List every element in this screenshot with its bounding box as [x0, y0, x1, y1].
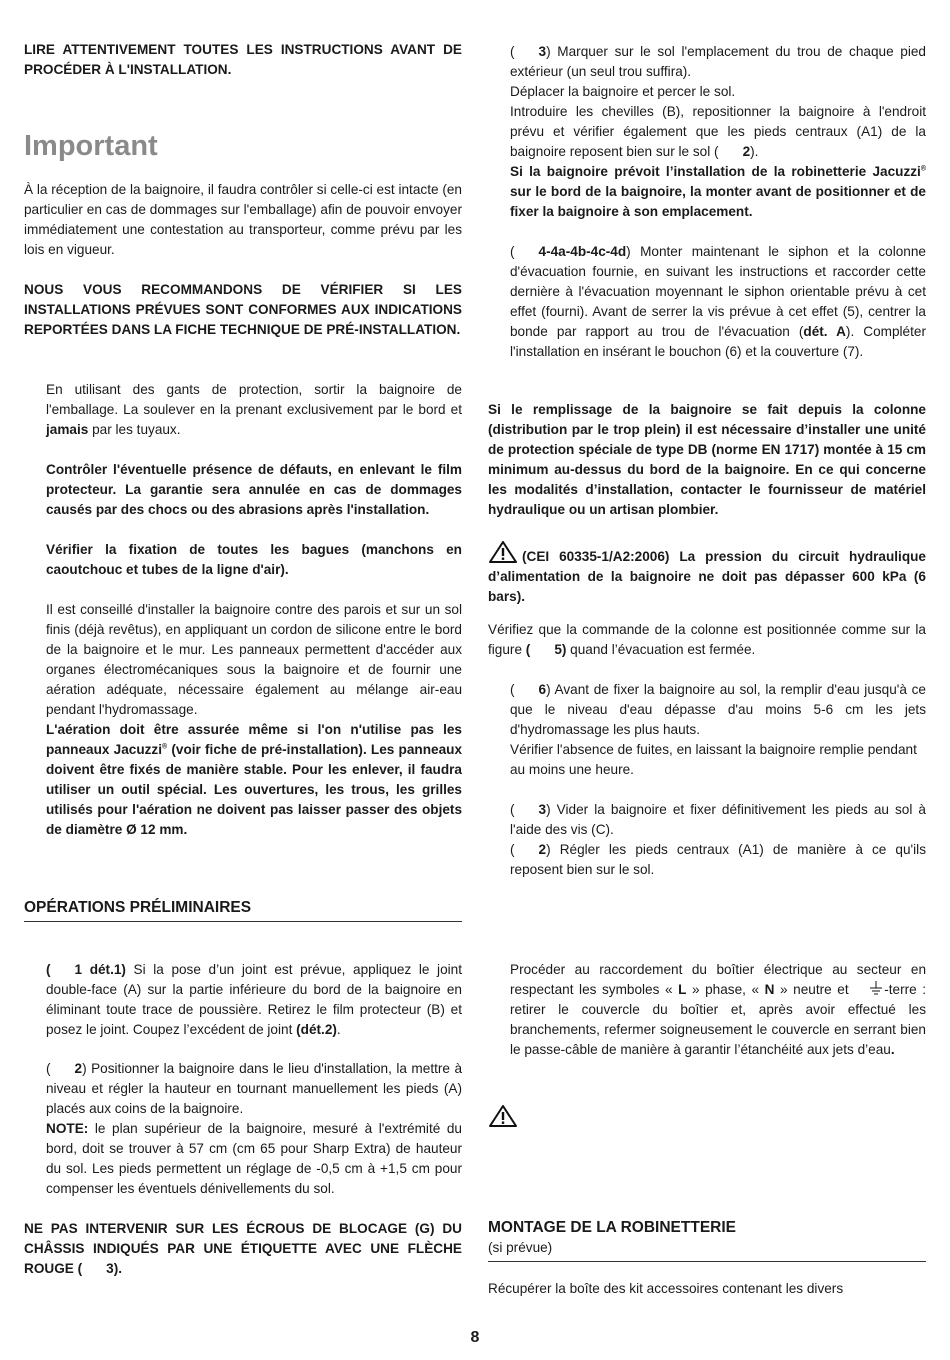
- nuts-caps-notice: [24, 1219, 462, 1279]
- column-text-a: Vérifiez que la commande de la colonne est positionnée comme sur la figure: [488, 622, 926, 657]
- rings-bold: Vérifier la fixation de toutes les bagues (manchons en caoutchouc et tubes de la ligne d'air).: [46, 542, 462, 577]
- column-ref-open: (: [525, 642, 531, 657]
- position-ref: 2: [74, 1061, 83, 1076]
- filling-paragraph: [488, 400, 926, 520]
- elec-end: .: [890, 1042, 895, 1057]
- intro-caps-notice: LIRE ATTENTIVEMENT TOUTES LES INSTRUCTIONS AVANT DE PROCÉDER À L'INSTALLATION.: [24, 42, 462, 77]
- move-line: Déplacer la baignoire et percer le sol.: [510, 84, 736, 99]
- position-text: ) Positionner la baignoire dans le lieu d'installation, la mettre à niveau et régler la hauteur en tournant manuellement les pieds (A) placés aux coins de la baignoire.: [46, 1061, 462, 1116]
- column-text-b: quand l’évacuation est fermée.: [566, 642, 756, 657]
- registered-mark: ®: [162, 743, 168, 751]
- filling-bold: Si le remplissage de la baignoire se fait depuis la colonne (distribution par le trop plein) il est nécessaire d’installer une unité de protection spéciale de type DB (norme EN 1717) montée à 15 cm minimum au-dessus du bord de la baignoire. En ce qui concerne les modalités d’installation, contacter le fournisseur de matériel hydraulique ou un artisan plombier.: [488, 402, 926, 517]
- defects-paragraph: [46, 460, 462, 520]
- plugs-paragraph: [510, 102, 926, 162]
- fill-text: ) Avant de fixer la baignoire au sol, la remplir d'eau jusqu'à ce que le niveau d'eau dépasse d'au moins 5-6 cm les jets d'hydromassage les plus hauts.: [510, 682, 926, 737]
- important-heading: Important: [24, 130, 158, 162]
- aeration-text-b: (voir fiche de pré-installation). Les panneaux doivent être fixés de manière stable. Pour les enlever, il faudra utiliser un outil spécial. Les ouvertures, les trous, les grilles utilisés pour l'aération ne doivent pas laisser passer des objets de diamètre Ø 12 mm.: [46, 742, 463, 837]
- elec-text-b: » phase, «: [686, 982, 765, 997]
- siphon-text-a: ) Monter maintenant le siphon et la colonne d'évacuation fournie, en suivant les instructions et raccorder cette dernière à l'évacuation moyennant le siphon orientable prévu à cet effet (fourni). Avant de serrer la vis prévue à cet effet (5), centrer la bonde par rapport au trou de l'évacuation (: [510, 244, 926, 339]
- mark-paragraph: ( 3) Marquer sur le sol l'emplacement du trou de chaque pied extérieur (un seul trou suffira).: [510, 44, 926, 79]
- elec-text-d: -terre : retirer le couvercle du boîtier et, après avoir effectué les branchements, refermer soigneusement le couvercle en serrant bien le passe-câble de manière à garantir l’étanchéité aux jets d’eau: [510, 982, 927, 1057]
- elec-text-c: » neutre et: [774, 982, 849, 997]
- gloves-bold: jamais: [46, 422, 89, 437]
- fill-paragraph: ( 6) Avant de fixer la baignoire au sol, la remplir d'eau jusqu'à ce que le niveau d'eau dépasse d'au moins 5-6 cm les jets d'hydromassage les plus hauts.: [510, 682, 926, 737]
- column-ref: 5): [554, 642, 567, 657]
- walls-paragraph: Il est conseillé d'installer la baignoire contre des parois et sur un sol finis (déjà revêtus), en appliquant un cordon de silicone entre le bord de la baignoire et le mur. Les panneaux permettent d'accéder aux organes électromécaniques sous la baignoire et de fournir une aération adéquate, nécessaire également au mélange air-eau pendant l'hydromassage.: [46, 602, 462, 717]
- faucet-mounting-title: [488, 1218, 926, 1262]
- elec-N: N: [764, 982, 775, 997]
- faucet-text-a: Si la baignoire prévoit l’installation de la robinetterie Jacuzzi: [510, 164, 921, 179]
- recover-paragraph: Récupérer la boîte des kit accessoires contenant les divers: [488, 1281, 844, 1296]
- joint-end: .: [336, 1022, 341, 1037]
- elec-text-a: Procéder au raccordement du boîtier électrique au secteur en respectant les symboles «: [510, 962, 926, 997]
- plugs-ref: 2: [742, 144, 751, 159]
- joint-ref2: (dét.2): [296, 1022, 337, 1037]
- recommend-caps-notice: NOUS VOUS RECOMMANDONS DE VÉRIFIER SI LES INSTALLATIONS PRÉVUES SONT CONFORMES AUX INDICATIONS REPORTÉES DANS LA FICHE TECHNIQUE DE PRÉ-INSTALLATION.: [24, 282, 462, 337]
- faucet-text-b: sur le bord de la baignoire, la monter avant de positionner et de fixer la baignoire à son emplacement.: [510, 184, 926, 219]
- electrical-paragraph: [510, 960, 926, 1060]
- adjust-text: ) Régler les pieds centraux (A1) de manière à ce qu'ils reposent bien sur le sol.: [510, 842, 926, 877]
- joint-paragraph: ( 1 dét.1) Si la pose d’un joint est prévue, appliquez le joint double-face (A) sur la partie inférieure du bord de la baignoire en éliminant toute trace de poussière. Retirez le film protecteur (B) et posez le joint. Coupez l’excédent de joint (dét.2).: [46, 962, 462, 1037]
- adjust-paragraph: ( 2) Régler les pieds centraux (A1) de manière à ce qu'ils reposent bien sur le sol.: [510, 842, 926, 877]
- note-label: NOTE:: [46, 1121, 89, 1136]
- note-text: le plan supérieur de la baignoire, mesuré à l'extrémité du bord, doit se trouver à 57 cm (cm 65 pour Sharp Extra) de hauteur du sol. Les pieds permettent un réglage de -0,5 cm à +1,5 cm pour compenser les éventuels dénivellements du sol.: [46, 1121, 462, 1196]
- warning-icon-standalone-wrap: [488, 1104, 926, 1134]
- siphon-paragraph: ( 4-4a-4b-4c-4d) Monter maintenant le siphon et la colonne d'évacuation fournie, en suivant les instructions et raccorder cette dernière à l'évacuation moyennant le siphon orientable prévu à cet effet (fourni). Avant de serrer la vis prévue à cet effet (5), centrer la bonde par rapport au trou de l'évacuation (dét. A). Compléter l'installation en insérant le bouchon (6) et la couverture (7).: [510, 244, 926, 359]
- warning-icon: [488, 1104, 518, 1128]
- plugs-text: Introduire les chevilles (B), repositionner la baignoire à l'endroit prévu et vérifier également que les pieds centraux (A1) de la baignoire reposent bien sur le sol (: [510, 104, 926, 159]
- faucet-mounting-title-text: MONTAGE DE LA ROBINETTERIE: [488, 1219, 736, 1236]
- aeration-text-a: L'aération doit être assurée même si l'on n'utilise pas les panneaux Jacuzzi: [46, 722, 462, 757]
- joint-ref: 1 dét.1): [74, 962, 126, 977]
- nuts-ref: 3).: [106, 1261, 123, 1276]
- aeration-paragraph: [46, 720, 462, 840]
- mark-ref: 3: [538, 44, 547, 59]
- gloves-paragraph: [46, 380, 462, 440]
- adjust-ref: 2: [538, 842, 547, 857]
- note-paragraph: [46, 1119, 462, 1199]
- gloves-text-a: En utilisant des gants de protection, sortir la baignoire de l'emballage. La soulever en la prenant exclusivement par le bord et: [46, 382, 462, 417]
- reception-paragraph: À la réception de la baignoire, il faudra contrôler si celle-ci est intacte (en particulier en cas de dommages sur l'emballage) afin de pouvoir envoyer immédiatement une contestation au transporteur, comme prévu par les lois en vigueur.: [24, 182, 462, 257]
- empty-text: ) Vider la baignoire et fixer définitivement les pieds au sol à l'aide des vis (C).: [510, 802, 926, 837]
- page-number: 8: [470, 1329, 480, 1346]
- joint-text: Si la pose d’un joint est prévue, appliquez le joint double-face (A) sur la partie inférieure du bord de la baignoire en éliminant toute trace de poussière. Retirez le film protecteur (B) et posez le joint. Coupez l’excédent de joint: [46, 962, 462, 1037]
- empty-ref: 3: [538, 802, 547, 817]
- pressure-paragraph: [488, 540, 926, 607]
- siphon-text-b: ). Compléter l'installation en insérant le bouchon (6) et la couverture (7).: [510, 324, 926, 359]
- nuts-text: NE PAS INTERVENIR SUR LES ÉCROUS DE BLOCAGE (G) DU CHÂSSIS INDIQUÉS PAR UNE ÉTIQUETTE AVEC UNE FLÈCHE ROUGE (: [24, 1221, 462, 1276]
- siphon-ref: 4-4a-4b-4c-4d: [538, 244, 627, 259]
- column-paragraph: [488, 620, 926, 660]
- empty-paragraph: ( 3) Vider la baignoire et fixer définitivement les pieds au sol à l'aide des vis (C).: [510, 802, 926, 837]
- leak-paragraph: Vérifier l'absence de fuites, en laissant la baignoire remplie pendant au moins une heure.: [510, 742, 917, 777]
- faucet-bold-paragraph: [510, 162, 926, 222]
- registered-mark: ®: [920, 165, 926, 173]
- plugs-end: ).: [750, 144, 759, 159]
- rings-paragraph: [46, 540, 462, 580]
- siphon-det: dét. A: [803, 324, 846, 339]
- mark-text: ) Marquer sur le sol l'emplacement du trou de chaque pied extérieur (un seul trou suffira).: [510, 44, 926, 79]
- elec-L: L: [678, 982, 687, 997]
- faucet-mounting-subtitle: (si prévue): [488, 1240, 553, 1255]
- defects-bold: Contrôler l'éventuelle présence de défauts, en enlevant le film protecteur. La garantie sera annulée en cas de dommages causés par des chocs ou des abrasions après l'installation.: [46, 462, 462, 517]
- position-paragraph: ( 2) Positionner la baignoire dans le lieu d'installation, la mettre à niveau et régler la hauteur en tournant manuellement les pieds (A) placés aux coins de la baignoire.: [46, 1061, 462, 1116]
- preliminary-operations-title: OPÉRATIONS PRÉLIMINAIRES: [24, 898, 462, 922]
- gloves-text-b: par les tuyaux.: [88, 422, 181, 437]
- ground-symbol-icon: [868, 980, 884, 996]
- fill-ref: 6: [538, 682, 547, 697]
- pressure-bold: (CEI 60335-1/A2:2006) La pression du circuit hydraulique d’alimentation de la baignoire ne doit pas dépasser 600 kPa (6 bars).: [488, 549, 926, 604]
- warning-icon: [488, 540, 518, 564]
